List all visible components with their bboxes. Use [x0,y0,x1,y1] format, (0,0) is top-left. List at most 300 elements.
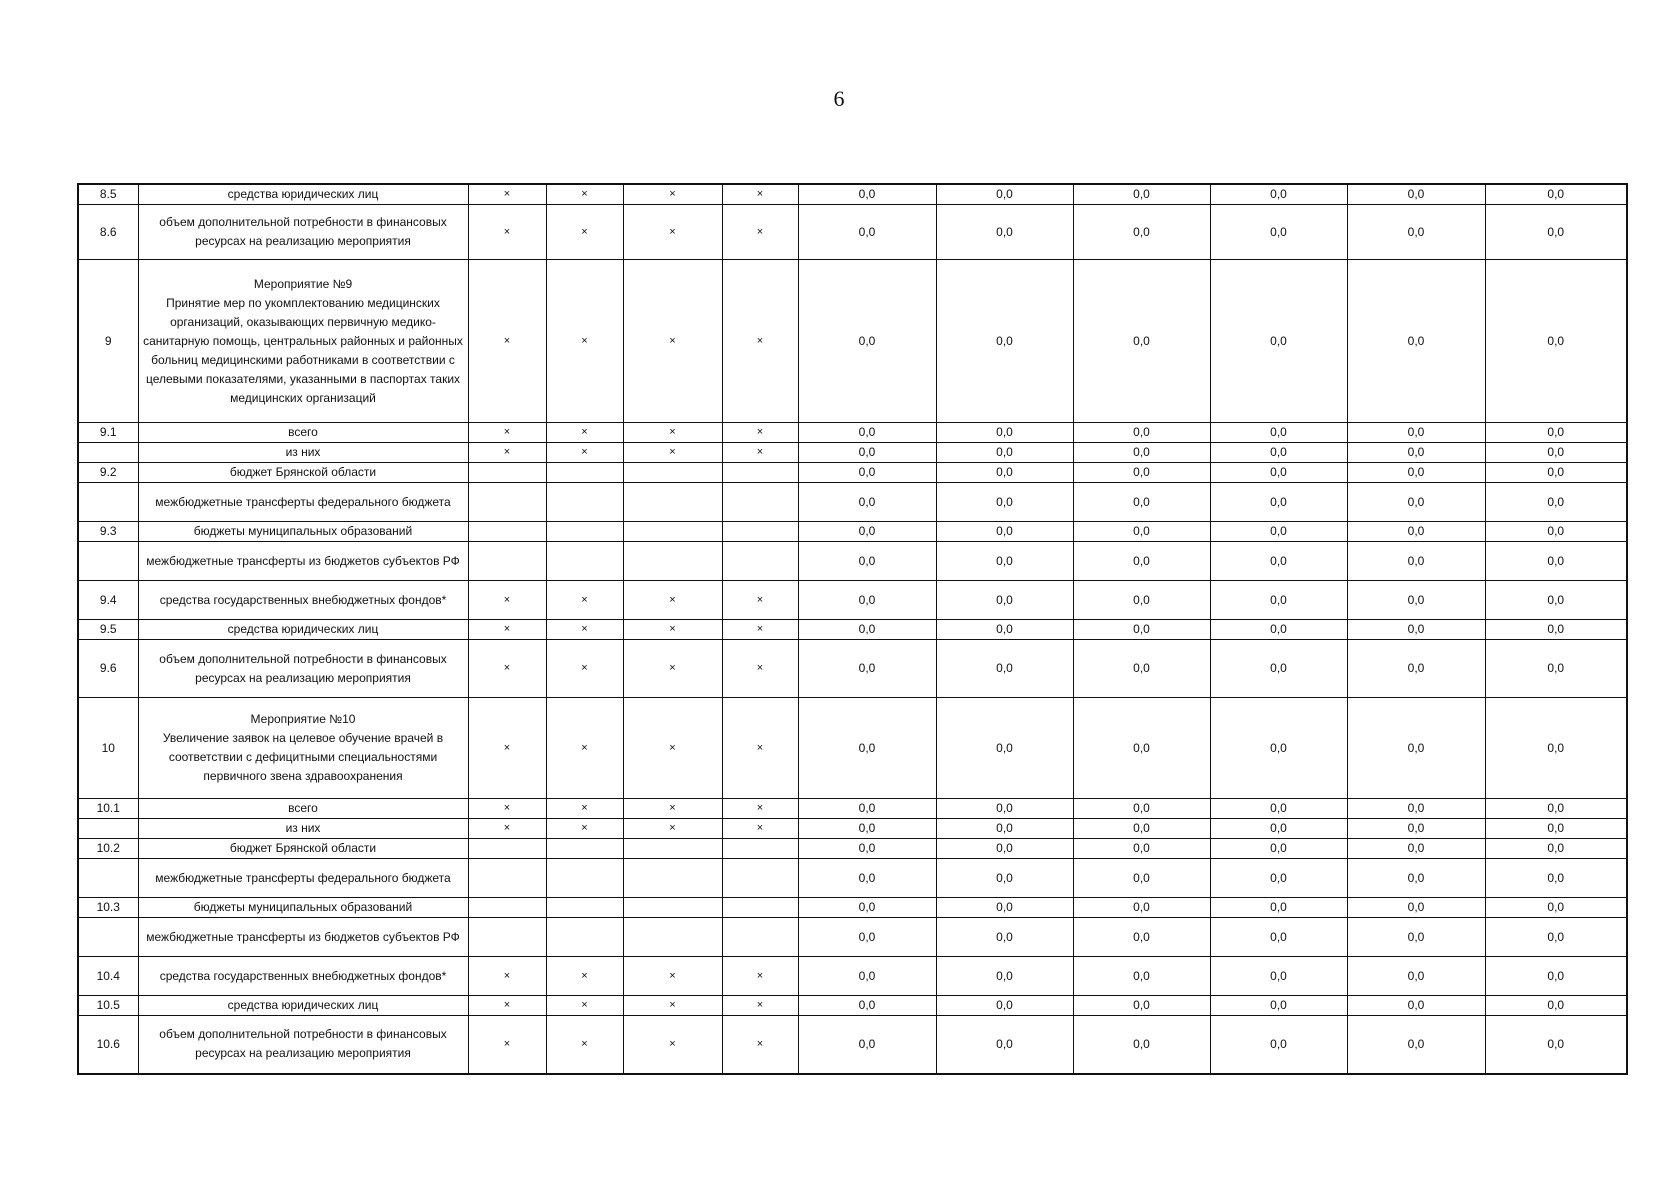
value-cell: 0,0 [798,996,936,1016]
value-cell: 0,0 [1073,423,1210,443]
cross-mark-cell [468,918,546,957]
value-cell: 0,0 [1347,1016,1485,1074]
row-description [138,957,468,996]
value-cell: 0,0 [1210,542,1347,581]
value-cell: 0,0 [1073,620,1210,640]
row-description [138,542,468,581]
table-row [78,918,1627,957]
cross-mark-cell: × [546,1016,623,1074]
cross-mark-cell [722,918,798,957]
row-number: 9.2 [78,463,138,483]
value-cell: 0,0 [1485,522,1627,542]
cross-mark-cell: × [468,799,546,819]
value-cell: 0,0 [1347,260,1485,423]
value-cell: 0,0 [936,423,1073,443]
value-cell: 0,0 [1485,443,1627,463]
cross-mark-cell: × [623,184,722,205]
description-line: бюджеты муниципальных образований [193,900,413,914]
row-description [138,640,468,698]
value-cell: 0,0 [1073,463,1210,483]
value-cell: 0,0 [1347,522,1485,542]
table-row [78,1016,1627,1074]
table-row [78,205,1627,260]
value-cell: 0,0 [936,260,1073,423]
cross-mark-cell: × [546,443,623,463]
value-cell: 0,0 [1485,996,1627,1016]
row-number: 9.5 [78,620,138,640]
cross-mark-cell: × [722,581,798,620]
value-cell: 0,0 [1073,839,1210,859]
cross-mark-cell [546,522,623,542]
row-description [138,859,468,898]
table-row [78,957,1627,996]
value-cell: 0,0 [936,799,1073,819]
cross-mark-cell [468,859,546,898]
value-cell: 0,0 [1073,957,1210,996]
value-cell: 0,0 [936,581,1073,620]
cross-mark-cell: × [468,698,546,799]
value-cell: 0,0 [1347,184,1485,205]
value-cell: 0,0 [936,620,1073,640]
table-row [78,184,1627,205]
value-cell: 0,0 [1347,205,1485,260]
cross-mark-cell: × [468,819,546,839]
value-cell: 0,0 [936,463,1073,483]
cross-mark-cell [468,483,546,522]
cross-mark-cell: × [468,205,546,260]
cross-mark-cell [623,859,722,898]
value-cell: 0,0 [1485,483,1627,522]
value-cell: 0,0 [1347,542,1485,581]
cross-mark-cell: × [468,260,546,423]
cross-mark-cell: × [546,184,623,205]
table-row [78,522,1627,542]
value-cell: 0,0 [1073,996,1210,1016]
value-cell: 0,0 [798,620,936,640]
row-number [78,542,138,581]
value-cell: 0,0 [1485,957,1627,996]
row-number: 10.5 [78,996,138,1016]
cross-mark-cell: × [546,698,623,799]
description-line: Мероприятие №10 [250,712,356,726]
value-cell: 0,0 [1347,898,1485,918]
value-cell: 0,0 [798,522,936,542]
row-description [138,184,468,205]
value-cell: 0,0 [1073,698,1210,799]
cross-mark-cell: × [546,620,623,640]
row-description [138,819,468,839]
table-row [78,859,1627,898]
value-cell: 0,0 [1485,839,1627,859]
description-line: средства юридических лиц [227,622,379,636]
cross-mark-cell: × [722,698,798,799]
value-cell: 0,0 [1210,260,1347,423]
value-cell: 0,0 [1210,640,1347,698]
cross-mark-cell [722,898,798,918]
value-cell: 0,0 [1210,205,1347,260]
cross-mark-cell [546,898,623,918]
cross-mark-cell [468,463,546,483]
value-cell: 0,0 [1073,522,1210,542]
value-cell: 0,0 [1347,483,1485,522]
cross-mark-cell: × [468,996,546,1016]
value-cell: 0,0 [1073,1016,1210,1074]
description-line: всего [288,425,318,439]
table-row [78,463,1627,483]
table-row [78,640,1627,698]
value-cell: 0,0 [1347,640,1485,698]
value-cell: 0,0 [1347,463,1485,483]
table-row [78,483,1627,522]
cross-mark-cell: × [722,1016,798,1074]
row-number: 9.1 [78,423,138,443]
value-cell: 0,0 [1485,542,1627,581]
value-cell: 0,0 [1485,260,1627,423]
cross-mark-cell: × [623,1016,722,1074]
value-cell: 0,0 [1073,542,1210,581]
cross-mark-cell: × [623,957,722,996]
cross-mark-cell: × [623,423,722,443]
value-cell: 0,0 [798,819,936,839]
description-line: межбюджетные трансферты из бюджетов субъектов РФ [146,929,460,944]
value-cell: 0,0 [798,839,936,859]
cross-mark-cell: × [623,698,722,799]
row-number: 9.6 [78,640,138,698]
row-description [138,698,468,799]
description-line: бюджеты муниципальных образований [193,524,413,538]
value-cell: 0,0 [1210,184,1347,205]
value-cell: 0,0 [1485,819,1627,839]
row-description [138,898,468,918]
description-line: бюджет Брянской области [229,465,377,479]
value-cell: 0,0 [936,839,1073,859]
value-cell: 0,0 [1210,463,1347,483]
cross-mark-cell: × [722,184,798,205]
description-line: объем дополнительной потребности в финансовых ресурсах на реализацию мероприятия [159,651,447,685]
value-cell: 0,0 [1485,918,1627,957]
cross-mark-cell: × [623,996,722,1016]
value-cell: 0,0 [798,957,936,996]
cross-mark-cell [468,522,546,542]
value-cell: 0,0 [1210,898,1347,918]
cross-mark-cell: × [623,260,722,423]
description-line: межбюджетные трансферты федерального бюджета [155,870,451,885]
table-row [78,819,1627,839]
value-cell: 0,0 [1210,522,1347,542]
description-line: Мероприятие №9 [253,276,353,291]
value-cell: 0,0 [1210,581,1347,620]
value-cell: 0,0 [1210,957,1347,996]
row-description [138,463,468,483]
cross-mark-cell: × [546,957,623,996]
cross-mark-cell: × [722,819,798,839]
value-cell: 0,0 [1073,483,1210,522]
cross-mark-cell [722,859,798,898]
value-cell: 0,0 [798,859,936,898]
value-cell: 0,0 [1073,819,1210,839]
row-number: 10.1 [78,799,138,819]
row-number [78,819,138,839]
cross-mark-cell [722,542,798,581]
value-cell: 0,0 [1073,859,1210,898]
cross-mark-cell: × [546,260,623,423]
value-cell: 0,0 [936,640,1073,698]
row-description [138,205,468,260]
value-cell: 0,0 [798,184,936,205]
row-number: 10.2 [78,839,138,859]
value-cell: 0,0 [936,859,1073,898]
row-description [138,839,468,859]
value-cell: 0,0 [936,184,1073,205]
cross-mark-cell [468,898,546,918]
value-cell: 0,0 [1485,859,1627,898]
cross-mark-cell: × [546,996,623,1016]
value-cell: 0,0 [798,260,936,423]
budget-table [77,183,1628,1075]
cross-mark-cell: × [722,957,798,996]
cross-mark-cell [623,463,722,483]
value-cell: 0,0 [936,698,1073,799]
cross-mark-cell [546,463,623,483]
cross-mark-cell: × [546,799,623,819]
value-cell: 0,0 [936,996,1073,1016]
cross-mark-cell: × [546,819,623,839]
value-cell: 0,0 [936,522,1073,542]
cross-mark-cell [722,483,798,522]
table-row [78,423,1627,443]
value-cell: 0,0 [1073,443,1210,463]
cross-mark-cell: × [468,581,546,620]
cross-mark-cell: × [546,423,623,443]
value-cell: 0,0 [1073,260,1210,423]
row-number: 10 [78,698,138,799]
value-cell: 0,0 [1347,859,1485,898]
cross-mark-cell: × [722,443,798,463]
value-cell: 0,0 [1347,819,1485,839]
value-cell: 0,0 [936,483,1073,522]
row-number: 10.6 [78,1016,138,1074]
value-cell: 0,0 [1210,483,1347,522]
cross-mark-cell: × [722,640,798,698]
value-cell: 0,0 [798,423,936,443]
cross-mark-cell: × [722,799,798,819]
value-cell: 0,0 [1210,859,1347,898]
value-cell: 0,0 [798,483,936,522]
value-cell: 0,0 [1073,205,1210,260]
value-cell: 0,0 [798,581,936,620]
cross-mark-cell: × [722,205,798,260]
value-cell: 0,0 [798,205,936,260]
cross-mark-cell: × [623,819,722,839]
value-cell: 0,0 [798,918,936,957]
value-cell: 0,0 [1347,957,1485,996]
value-cell: 0,0 [1210,443,1347,463]
row-number: 9.4 [78,581,138,620]
value-cell: 0,0 [936,542,1073,581]
cross-mark-cell [546,839,623,859]
row-number [78,918,138,957]
value-cell: 0,0 [1485,463,1627,483]
table-body [78,184,1627,1074]
row-description [138,443,468,463]
value-cell: 0,0 [1485,205,1627,260]
value-cell: 0,0 [1347,581,1485,620]
cross-mark-cell [468,839,546,859]
value-cell: 0,0 [1210,819,1347,839]
value-cell: 0,0 [936,205,1073,260]
table-row [78,260,1627,423]
table-row [78,799,1627,819]
description-line: объем дополнительной потребности в финансовых ресурсах на реализацию мероприятия [159,1027,447,1061]
cross-mark-cell: × [722,996,798,1016]
value-cell: 0,0 [1210,996,1347,1016]
cross-mark-cell [623,483,722,522]
value-cell: 0,0 [1073,184,1210,205]
description-line: межбюджетные трансферты федерального бюджета [155,494,451,509]
cross-mark-cell: × [468,640,546,698]
description-line: всего [288,801,318,815]
row-description [138,483,468,522]
cross-mark-cell [722,463,798,483]
table-row [78,898,1627,918]
table-row [78,542,1627,581]
value-cell: 0,0 [1210,839,1347,859]
row-description [138,522,468,542]
value-cell: 0,0 [1485,1016,1627,1074]
table-row [78,443,1627,463]
cross-mark-cell: × [546,581,623,620]
cross-mark-cell: × [468,1016,546,1074]
value-cell: 0,0 [798,542,936,581]
cross-mark-cell: × [468,620,546,640]
description-line: из них [285,821,321,835]
value-cell: 0,0 [1485,698,1627,799]
value-cell: 0,0 [936,819,1073,839]
value-cell: 0,0 [798,463,936,483]
cross-mark-cell: × [468,423,546,443]
description-line: межбюджетные трансферты из бюджетов субъектов РФ [146,553,460,568]
row-description [138,423,468,443]
cross-mark-cell [623,898,722,918]
value-cell: 0,0 [1347,996,1485,1016]
value-cell: 0,0 [1073,898,1210,918]
value-cell: 0,0 [1485,799,1627,819]
description-line: средства государственных внебюджетных фондов* [159,968,447,983]
value-cell: 0,0 [1347,620,1485,640]
cross-mark-cell: × [623,799,722,819]
cross-mark-cell: × [468,443,546,463]
value-cell: 0,0 [936,918,1073,957]
row-number: 8.6 [78,205,138,260]
value-cell: 0,0 [1485,184,1627,205]
value-cell: 0,0 [1347,698,1485,799]
description-line: средства юридических лиц [227,187,379,201]
cross-mark-cell [546,542,623,581]
table-row [78,996,1627,1016]
row-number: 9.3 [78,522,138,542]
value-cell: 0,0 [798,443,936,463]
value-cell: 0,0 [936,957,1073,996]
value-cell: 0,0 [1210,698,1347,799]
row-number: 9 [78,260,138,423]
description-line: Принятие мер по укомплектованию медицинских организаций, оказывающих первичную медико-санитарную помощь, центральных районных и районных больниц медицинскими работниками в соответствии с целевыми показателями, указанными в паспортах таких медицинских организаций [143,295,463,405]
row-number: 10.3 [78,898,138,918]
value-cell: 0,0 [1485,581,1627,620]
cross-mark-cell: × [722,620,798,640]
value-cell: 0,0 [1210,1016,1347,1074]
cross-mark-cell: × [722,423,798,443]
value-cell: 0,0 [936,898,1073,918]
cross-mark-cell: × [623,205,722,260]
value-cell: 0,0 [1485,423,1627,443]
cross-mark-cell: × [546,205,623,260]
value-cell: 0,0 [936,443,1073,463]
row-description [138,620,468,640]
cross-mark-cell: × [722,260,798,423]
description-line: бюджет Брянской области [229,841,377,855]
value-cell: 0,0 [1073,918,1210,957]
value-cell: 0,0 [1210,799,1347,819]
row-number [78,859,138,898]
row-number [78,483,138,522]
cross-mark-cell: × [623,581,722,620]
row-description [138,581,468,620]
value-cell: 0,0 [1485,620,1627,640]
table-row [78,698,1627,799]
value-cell: 0,0 [1347,839,1485,859]
table-row [78,581,1627,620]
cross-mark-cell [546,483,623,522]
value-cell: 0,0 [936,1016,1073,1074]
cross-mark-cell [546,918,623,957]
row-number: 10.4 [78,957,138,996]
value-cell: 0,0 [1347,918,1485,957]
row-description [138,799,468,819]
cross-mark-cell [623,542,722,581]
value-cell: 0,0 [1073,581,1210,620]
cross-mark-cell [468,542,546,581]
cross-mark-cell [722,522,798,542]
value-cell: 0,0 [1073,640,1210,698]
cross-mark-cell: × [468,957,546,996]
cross-mark-cell: × [468,184,546,205]
description-line: объем дополнительной потребности в финансовых ресурсах на реализацию мероприятия [159,215,447,248]
cross-mark-cell [623,522,722,542]
row-description [138,1016,468,1074]
description-line: средства юридических лиц [227,998,379,1012]
cross-mark-cell: × [546,640,623,698]
description-line: Увеличение заявок на целевое обучение врачей в соответствии с дефицитными специальностями первичного звена здравоохранения [162,731,444,783]
cross-mark-cell [623,918,722,957]
value-cell: 0,0 [1485,640,1627,698]
value-cell: 0,0 [1347,443,1485,463]
cross-mark-cell [722,839,798,859]
row-description [138,918,468,957]
value-cell: 0,0 [798,898,936,918]
table-row [78,839,1627,859]
value-cell: 0,0 [1347,799,1485,819]
row-description [138,996,468,1016]
value-cell: 0,0 [798,698,936,799]
cross-mark-cell: × [623,640,722,698]
row-number: 8.5 [78,184,138,205]
value-cell: 0,0 [798,640,936,698]
value-cell: 0,0 [798,1016,936,1074]
description-line: средства государственных внебюджетных фондов* [159,592,447,607]
value-cell: 0,0 [1485,898,1627,918]
row-number [78,443,138,463]
value-cell: 0,0 [1073,799,1210,819]
